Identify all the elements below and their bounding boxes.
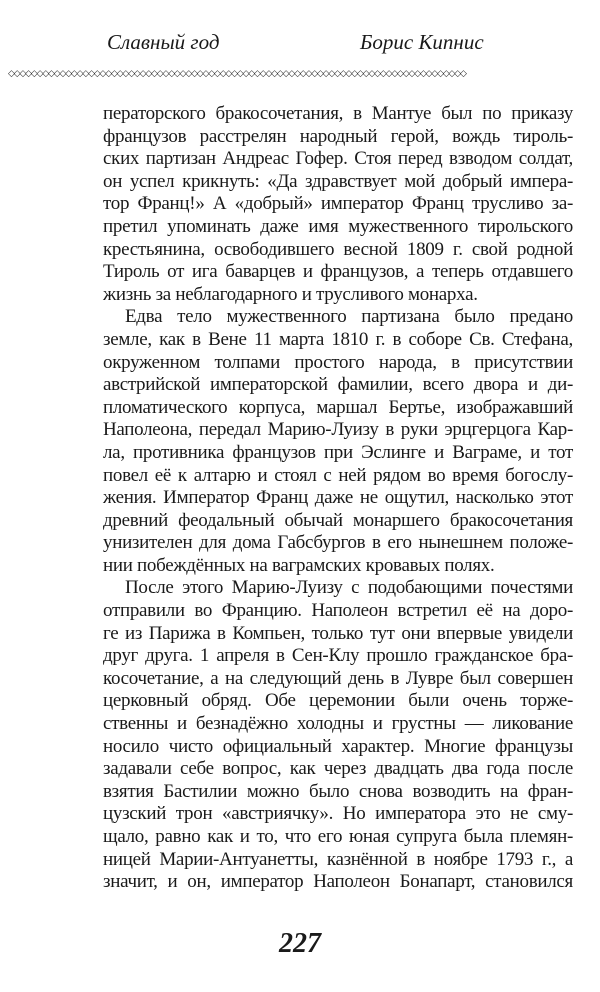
text-line: жизнь за неблагодарного и трусливого монарха.: [103, 283, 478, 305]
text-line: он успел крикнуть: «Да здравствует мой добрый импера-: [103, 170, 573, 192]
text-line: французов расстрелян народный герой, вождь тироль-: [103, 125, 573, 147]
text-line: друг друга. 1 апреля в Сен-Клу прошло гражданское бра-: [103, 645, 573, 667]
body-text: [103, 103, 573, 894]
text-line: значит, и он, император Наполеон Бонапарт, становился: [103, 871, 573, 893]
text-line: нии побеждённых на ваграмских кровавых полях.: [103, 554, 495, 576]
text-line: жения. Император Франц даже не ощутил, насколько этот: [103, 487, 573, 509]
text-line: ственны и безнадёжно холодны и грустны — ликование: [103, 713, 573, 735]
text-line: ператорского бракосочетания, в Мантуе был по приказу: [103, 103, 573, 124]
text-line: повел её к алтарю и стоял с ней рядом во время богослу-: [103, 464, 573, 486]
text-line: ге из Парижа в Компьен, только тут они впервые увидели: [103, 622, 573, 644]
text-line: окруженном толпами простого народа, в присутствии: [103, 351, 573, 373]
text-line: Едва тело мужественного партизана было предано: [125, 306, 573, 328]
text-line: Наполеона, передал Марию-Луизу в руки эрцгерцога Кар-: [103, 419, 573, 441]
page-number: 227: [279, 928, 321, 959]
text-line: ницей Марии-Антуанетты, казнённой в ноябре 1793 г., а: [103, 848, 573, 870]
text-line: австрийской императорской фамилии, всего двора и ди-: [103, 374, 573, 396]
running-header-author: Борис Кипнис: [360, 30, 484, 54]
text-line: После этого Марию-Луизу с подобающими почестями: [125, 577, 573, 599]
text-line: древний феодальный обычай монаршего бракосочетания: [103, 509, 573, 531]
ornamental-divider: ◇◇◇◇◇◇◇◇◇◇◇◇◇◇◇◇◇◇◇◇◇◇◇◇◇◇◇◇◇◇◇◇◇◇◇◇◇◇◇◇◇◇◇◇◇◇◇◇◇◇◇◇◇◇◇◇◇◇◇◇◇◇◇◇◇◇◇◇◇◇◇◇◇◇◇◇◇◇◇◇: [8, 69, 466, 79]
text-line: церковный обряд. Обе церемонии были очень торже-: [103, 690, 573, 712]
running-header-title: Славный год: [107, 30, 220, 54]
text-line: тор Франц!» А «добрый» император Франц трусливо за-: [103, 193, 573, 215]
text-line: Тироль от ига баварцев и французов, а теперь отдавшего: [103, 261, 573, 283]
text-line: земле, как в Вене 11 марта 1810 г. в соборе Св. Стефана,: [103, 328, 573, 350]
text-line: косочетание, а на следующий день в Лувре был совершен: [103, 667, 573, 689]
text-line: взятия Бастилии можно было снова возводить на фран-: [103, 780, 573, 802]
text-line: крестьянина, освободившего весной 1809 г. свой родной: [103, 238, 573, 260]
text-line: претил упоминать даже имя мужественного тирольского: [103, 215, 573, 237]
text-line: унизителен для дома Габсбургов в его нынешнем положе-: [103, 532, 573, 554]
text-line: отправили во Францию. Наполеон встретил её на доро-: [103, 600, 573, 622]
text-line: ла, противника французов при Эслинге и Ваграме, и тот: [103, 441, 573, 463]
text-line: щало, равно как и то, что его юная супруга была племян-: [103, 826, 573, 847]
text-line: цузский трон «австриячку». Но императора это не сму-: [103, 803, 573, 825]
text-line: задавали себе вопрос, как через двадцать два года после: [103, 758, 573, 780]
text-line: носило чисто официальный характер. Многие французы: [103, 735, 573, 757]
text-line: пломатического корпуса, маршал Бертье, изображавший: [103, 396, 573, 418]
text-line: ских партизан Андреас Гофер. Стоя перед взводом солдат,: [103, 148, 573, 170]
